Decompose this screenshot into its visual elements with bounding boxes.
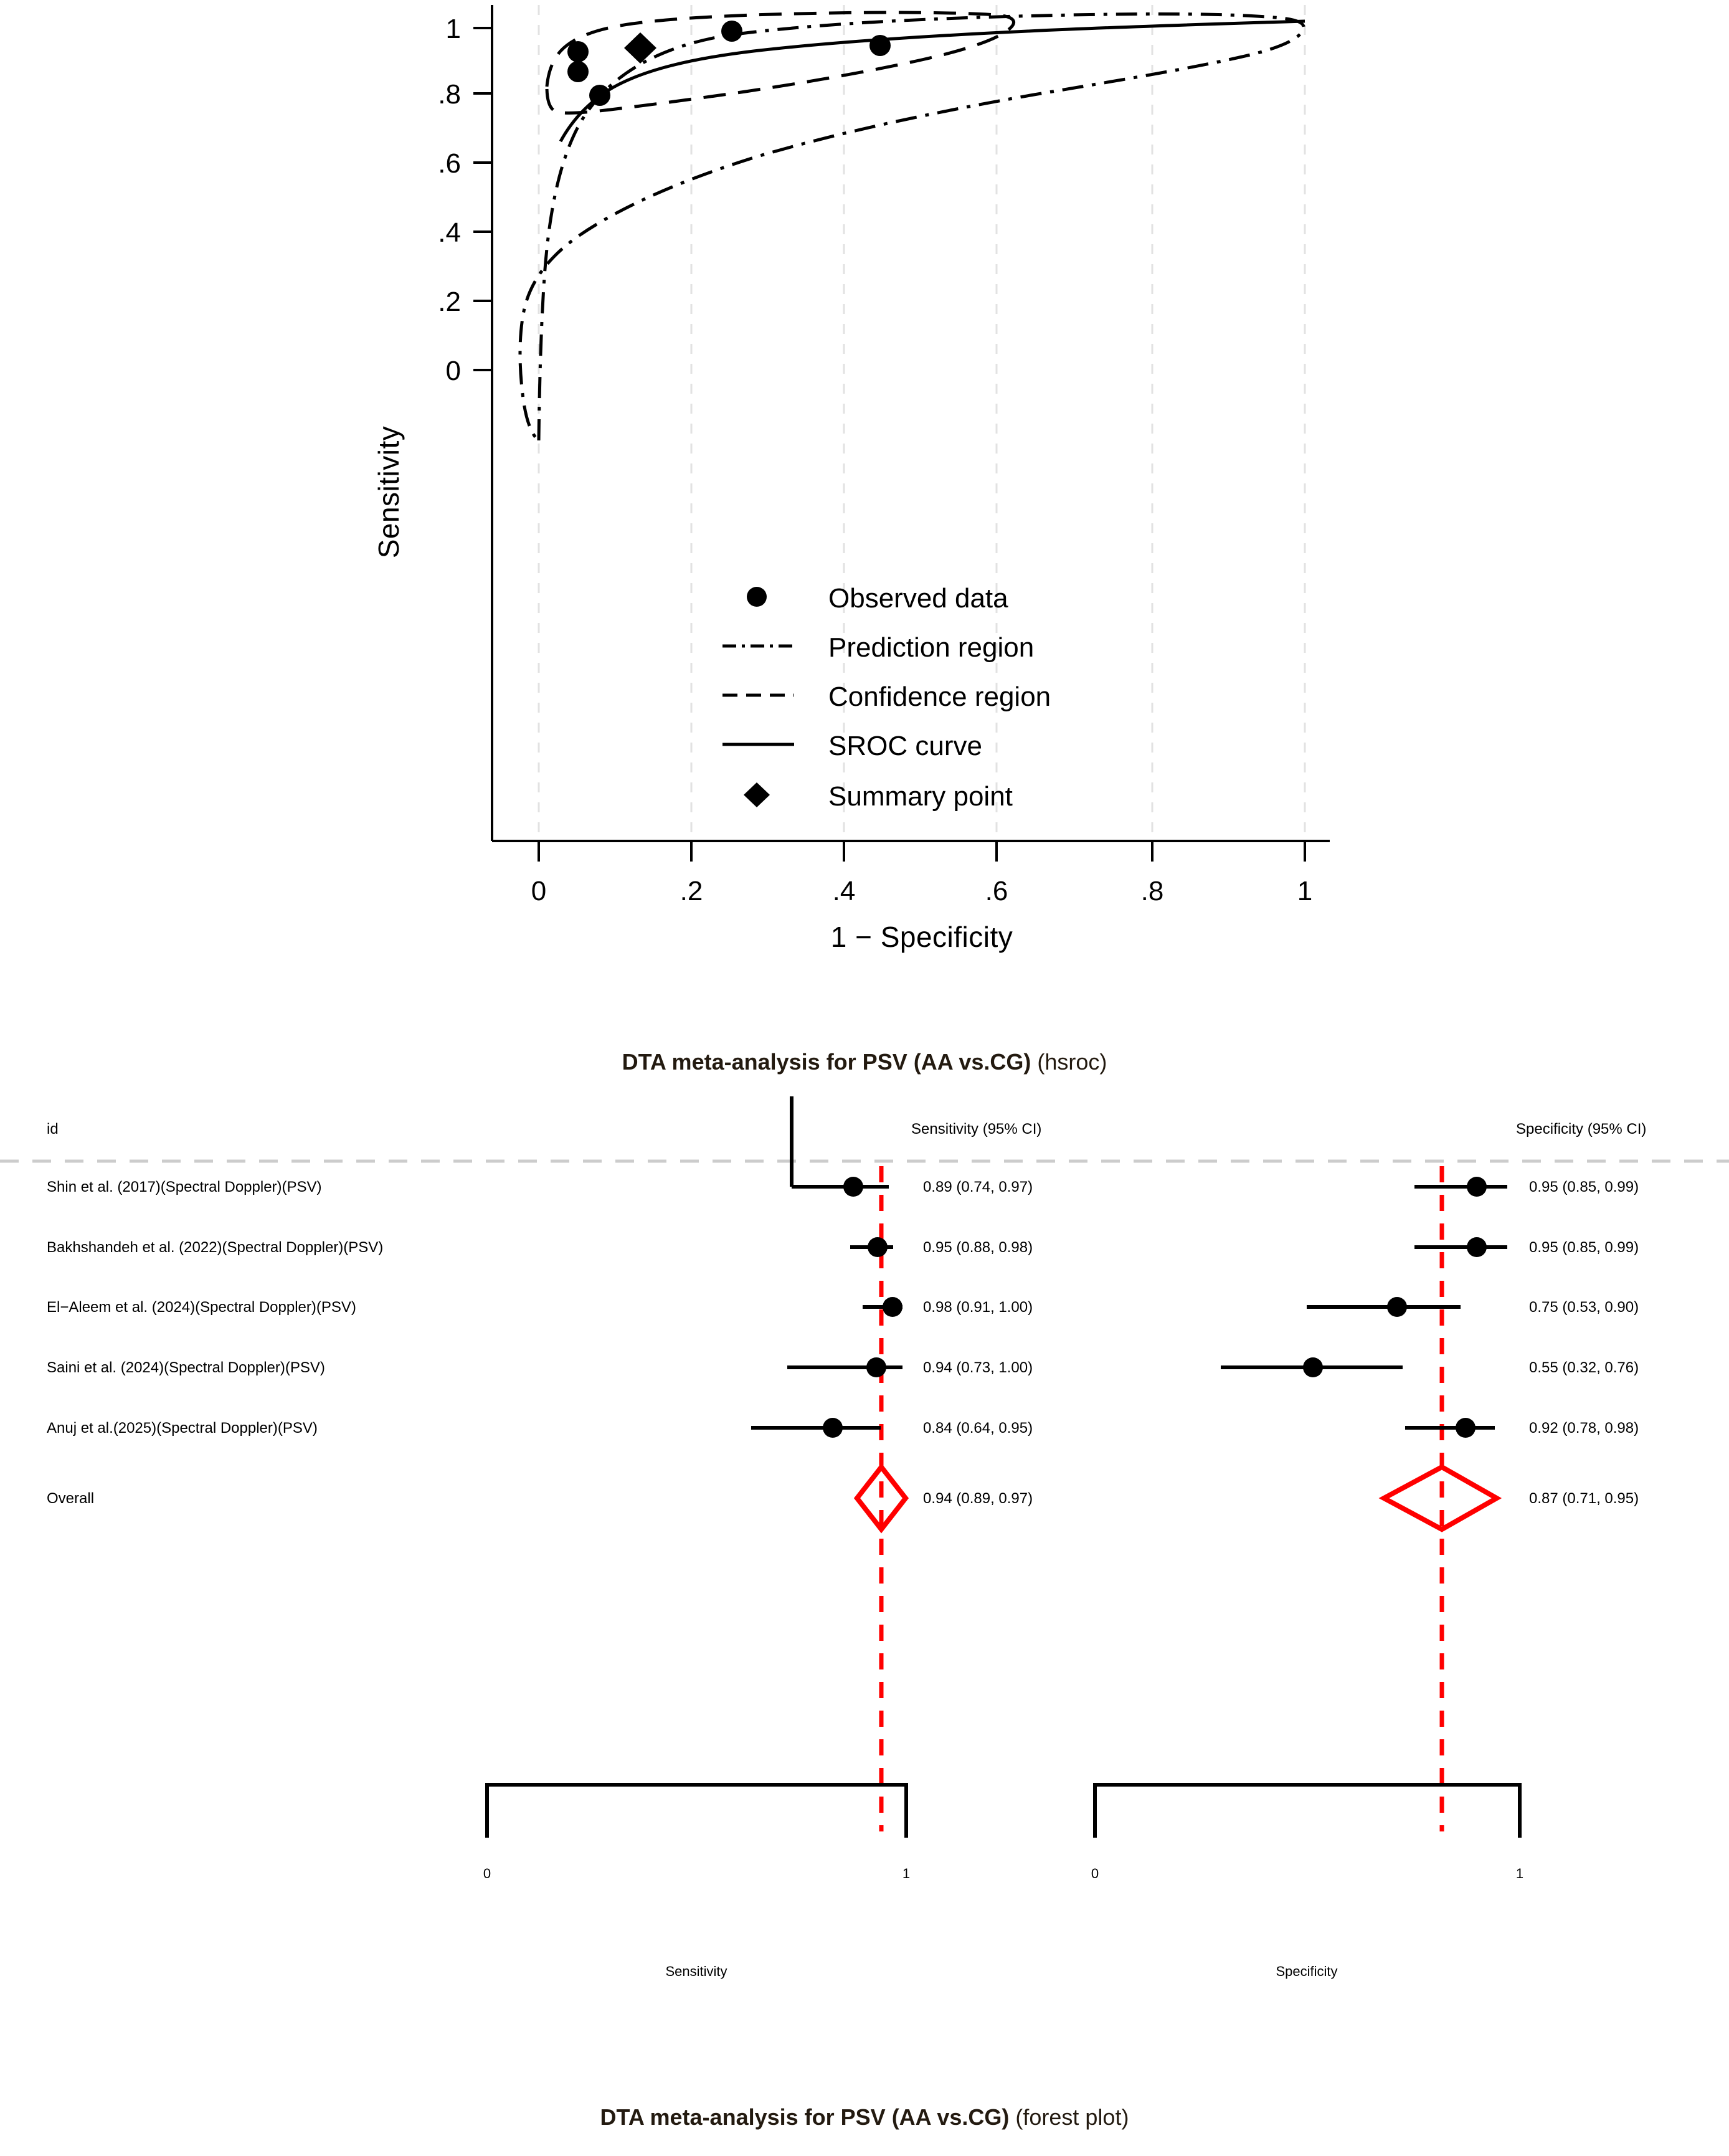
forest-study-label: Shin et al. (2017)(Spectral Doppler)(PSV) (47, 1179, 322, 1195)
sroc-xtick-08: .8 (1140, 876, 1164, 906)
sroc-gridlines (539, 5, 1305, 841)
sroc-ytick-04: .4 (438, 217, 461, 248)
forest-spec-value: 0.55 (0.32, 0.76) (1529, 1359, 1639, 1376)
forest-spec-value: 0.95 (0.85, 0.99) (1529, 1239, 1639, 1256)
forest-title-main: DTA meta-analysis for PSV (AA vs.CG) (600, 2104, 1010, 2130)
spec-axis-min: 0 (1091, 1866, 1099, 1881)
sroc-xtick-02: .2 (680, 876, 703, 906)
forest-spec-value: 0.95 (0.85, 0.99) (1529, 1179, 1639, 1195)
observed-point (567, 61, 589, 82)
sroc-x-axis-title: 1 − Specificity (830, 921, 1013, 953)
spec-axis-label: Specificity (1276, 1964, 1338, 1979)
confidence-region-curve (547, 12, 1014, 113)
hsroc-title-main: DTA meta-analysis for PSV (AA vs.CG) (622, 1049, 1031, 1075)
sens-axis-label: Sensitivity (665, 1964, 727, 1979)
spec-axis-max: 1 (1515, 1866, 1524, 1881)
forest-spec-value: 0.75 (0.53, 0.90) (1529, 1299, 1639, 1316)
observed-point (567, 41, 589, 62)
sroc-y-ticks (473, 28, 492, 370)
forest-study-label: Anuj et al.(2025)(Spectral Doppler)(PSV) (47, 1420, 318, 1437)
legend-observed-data-icon (747, 587, 767, 607)
legend-prediction-region-label: Prediction region (828, 632, 1035, 663)
sroc-xtick-06: .6 (985, 876, 1008, 906)
observed-data-points (567, 21, 891, 106)
legend-summary-point-label: Summary point (828, 781, 1013, 812)
observed-point (721, 21, 742, 42)
forest-marker (866, 1357, 886, 1377)
forest-axis-brackets (487, 1785, 1520, 1838)
hsroc-title-suffix: (hsroc) (1031, 1049, 1107, 1075)
forest-marker (1467, 1177, 1487, 1197)
observed-point (869, 35, 891, 56)
sroc-ytick-1: 1 (445, 14, 461, 44)
forest-sens-value: 0.98 (0.91, 1.00) (923, 1299, 1033, 1316)
forest-study-label: Saini et al. (2024)(Spectral Doppler)(PSV) (47, 1359, 325, 1376)
forest-sens-value: 0.95 (0.88, 0.98) (923, 1239, 1033, 1256)
forest-sens-overall: 0.94 (0.89, 0.97) (923, 1490, 1033, 1507)
hsroc-plot-title (0, 1049, 1729, 1075)
sroc-xtick-1: 1 (1297, 876, 1313, 906)
sroc-legend (722, 583, 1051, 812)
sroc-xtick-0: 0 (531, 876, 547, 906)
prediction-region-curve (520, 14, 1304, 440)
forest-spec-header: Specificity (95% CI) (1516, 1121, 1647, 1137)
legend-observed-data-label: Observed data (828, 583, 1008, 614)
forest-marker (823, 1418, 843, 1438)
sens-axis-min: 0 (483, 1866, 491, 1881)
forest-sens-value: 0.89 (0.74, 0.97) (923, 1179, 1033, 1195)
forest-marker (843, 1177, 863, 1197)
forest-study-label: Bakhshandeh et al. (2022)(Spectral Doppler)(PSV) (47, 1239, 384, 1256)
sroc-canvas (0, 0, 1729, 972)
forest-plot-title (0, 2104, 1729, 2130)
forest-marker (868, 1237, 888, 1257)
forest-marker (1456, 1418, 1476, 1438)
forest-canvas (0, 1096, 1729, 2093)
forest-spec-value: 0.92 (0.78, 0.98) (1529, 1420, 1639, 1437)
sroc-ytick-06: .6 (438, 148, 461, 179)
forest-spec-overall: 0.87 (0.71, 0.95) (1529, 1490, 1639, 1507)
sroc-y-axis-title: Sensitivity (372, 425, 405, 559)
sens-axis-max: 1 (902, 1866, 911, 1881)
legend-sroc-curve-label: SROC curve (828, 731, 982, 761)
forest-sens-header: Sensitivity (95% CI) (911, 1121, 1042, 1137)
sroc-ytick-0: 0 (445, 356, 461, 386)
forest-id-header: id (47, 1121, 59, 1137)
sroc-curve (561, 21, 1305, 141)
sroc-ytick-02: .2 (438, 287, 461, 317)
forest-study-label: El−Aleem et al. (2024)(Spectral Doppler)(PSV) (47, 1299, 356, 1316)
legend-confidence-region-label: Confidence region (828, 681, 1051, 712)
forest-marker (1303, 1357, 1323, 1377)
sroc-ytick-08: .8 (438, 79, 461, 110)
sroc-xtick-04: .4 (832, 876, 856, 906)
legend-summary-point-icon (744, 782, 770, 807)
forest-sens-value: 0.94 (0.73, 1.00) (923, 1359, 1033, 1376)
sroc-x-ticks (539, 841, 1305, 862)
forest-sens-value: 0.84 (0.64, 0.95) (923, 1420, 1033, 1437)
forest-marker (1387, 1297, 1407, 1317)
specificity-forest-rows (1221, 1187, 1507, 1428)
forest-marker (883, 1297, 902, 1317)
summary-point-diamond (624, 32, 656, 64)
forest-overall-label: Overall (47, 1490, 95, 1507)
forest-title-suffix: (forest plot) (1009, 2104, 1129, 2130)
forest-marker (1467, 1237, 1487, 1257)
forest-plot (0, 1096, 1729, 2093)
sroc-plot (0, 0, 1729, 972)
observed-point (589, 85, 610, 106)
